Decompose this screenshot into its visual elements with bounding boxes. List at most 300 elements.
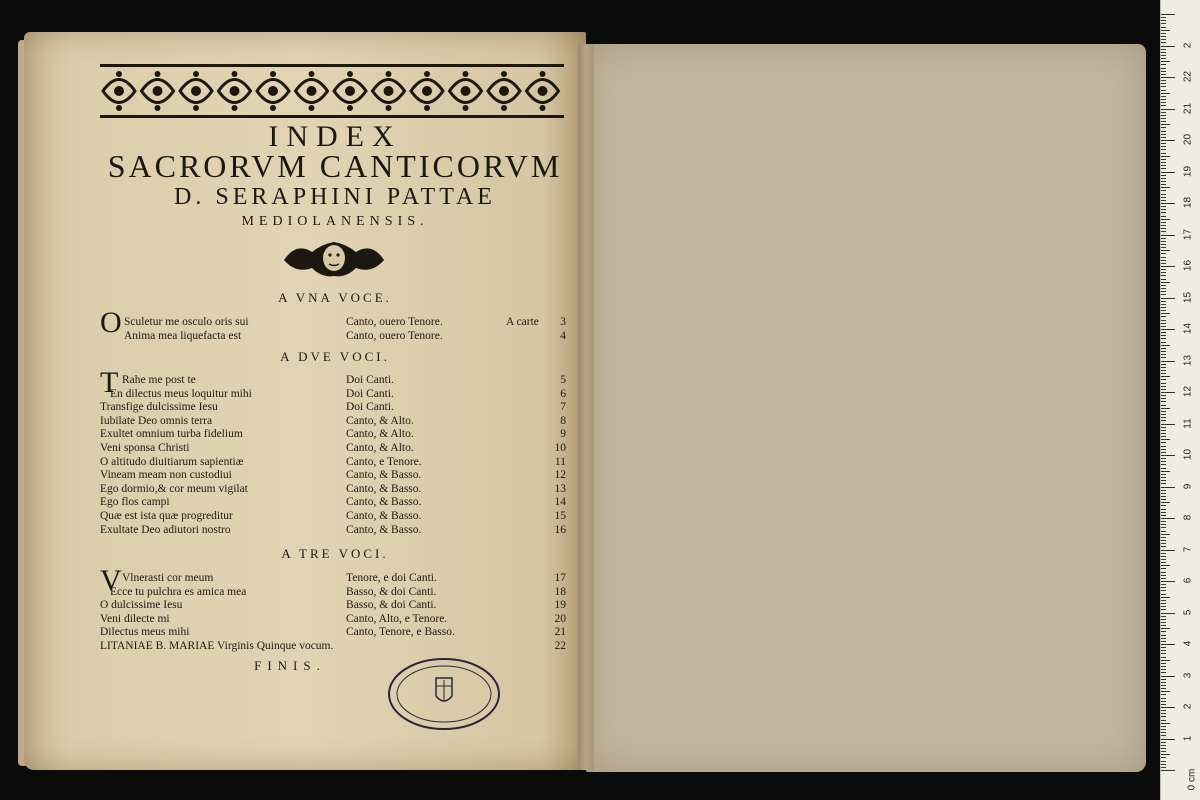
ruler-tick [1161, 102, 1166, 103]
list-item: Sculetur me osculo oris sui Canto, ouero Tenore. A carte 3 [124, 316, 566, 328]
ruler-tick [1161, 39, 1166, 40]
ruler-tick [1161, 127, 1166, 128]
ruler-tick [1161, 250, 1170, 251]
ruler-tick [1161, 657, 1166, 658]
ruler-tick [1161, 134, 1166, 135]
title-line-city: MEDIOLANENSIS. [241, 214, 429, 229]
ruler-tick [1161, 550, 1175, 551]
list-item: O dulcissime Iesu Basso, & doi Canti. 19 [100, 599, 566, 612]
ruler-tick [1161, 401, 1166, 402]
ruler-tick [1161, 578, 1166, 579]
ornament-motif [180, 71, 212, 111]
list-item: Exultet omnium turba fidelium Canto, & Alto. 9 [100, 428, 566, 441]
ruler-tick [1161, 635, 1166, 636]
ruler-number: 4 [1182, 640, 1194, 647]
ruler-tick [1161, 732, 1166, 733]
list-item: Ecce tu pulchra es amica mea Basso, & doi Canti. 18 [110, 585, 566, 598]
ruler-tick [1161, 518, 1175, 519]
ruler-tick [1161, 701, 1166, 702]
ruler-tick [1161, 342, 1166, 343]
ruler-tick [1161, 361, 1175, 362]
finis-text: FINIS. [254, 658, 326, 673]
ruler-tick [1161, 427, 1166, 428]
ruler-tick [1161, 291, 1166, 292]
ruler-tick [1161, 556, 1166, 557]
ornament-motif [411, 71, 443, 111]
ruler-tick [1161, 572, 1166, 573]
ruler-tick [1161, 222, 1166, 223]
ruler-tick [1161, 304, 1166, 305]
ruler-tick [1161, 720, 1166, 721]
ornament-motif [296, 71, 328, 111]
ruler-tick [1161, 332, 1166, 333]
ruler-tick [1161, 209, 1166, 210]
ruler-tick [1161, 14, 1175, 15]
ruler-tick [1161, 228, 1166, 229]
ruler-tick [1161, 493, 1166, 494]
ruler-tick [1161, 436, 1166, 437]
ruler-tick [1161, 449, 1166, 450]
ruler-tick [1161, 483, 1166, 484]
ruler-tick [1161, 505, 1166, 506]
ruler-tick [1161, 531, 1166, 532]
ruler-tick [1161, 241, 1166, 242]
ruler-tick [1161, 184, 1166, 185]
ruler-tick [1161, 742, 1166, 743]
ruler-tick [1161, 471, 1170, 472]
ruler-number: 8 [1182, 514, 1194, 521]
ornament-motif [450, 71, 482, 111]
ruler-number: 2 [1182, 703, 1194, 710]
ruler-tick [1161, 641, 1166, 642]
ruler-tick [1161, 96, 1166, 97]
ruler-unit-label: 0 cm [1186, 768, 1198, 791]
list-item: Quæ est ista quæ progreditur Canto, & Basso. 15 [100, 510, 566, 522]
ruler-number: 6 [1182, 577, 1194, 584]
ruler-tick [1161, 156, 1170, 157]
ruler-number: 3 [1182, 672, 1194, 678]
ruler-tick [1161, 68, 1166, 69]
mask-ornament [282, 238, 386, 280]
ruler-tick [1161, 272, 1166, 273]
ruler-tick [1161, 320, 1166, 321]
ruler-tick [1161, 606, 1166, 607]
ruler-tick [1161, 181, 1166, 182]
ruler-tick [1161, 370, 1166, 371]
ruler-tick [1161, 524, 1166, 525]
ornament-motif [219, 71, 251, 111]
list-item: Ego dormio,& cor meum vigilat Canto, & Basso. 13 [100, 482, 566, 495]
title-line-index: INDEX [268, 120, 402, 153]
ruler-tick [1161, 464, 1166, 465]
ruler-tick [1161, 600, 1166, 601]
ruler-tick [1161, 345, 1170, 346]
ruler-tick [1161, 153, 1166, 154]
ruler-tick [1161, 354, 1166, 355]
title-line-author: D. SERAPHINI PATTAE [174, 184, 496, 210]
ruler-tick [1161, 496, 1166, 497]
ruler-tick [1161, 247, 1166, 248]
list-item: LITANIAE B. MARIAE Virginis Quinque vocum. 22 [100, 640, 566, 652]
ornament-motif [373, 71, 405, 111]
ruler-tick [1161, 698, 1166, 699]
list-item: Veni sponsa Christi Canto, & Alto. 10 [100, 442, 566, 454]
ruler-tick [1161, 219, 1170, 220]
ruler-tick [1161, 159, 1166, 160]
ruler-tick [1161, 439, 1170, 440]
ruler-tick [1161, 424, 1175, 425]
ruler-tick [1161, 58, 1166, 59]
ruler-tick [1161, 379, 1166, 380]
ruler-tick [1161, 376, 1170, 377]
ruler-tick [1161, 739, 1175, 740]
ruler-tick [1161, 175, 1166, 176]
ruler-tick [1161, 329, 1175, 330]
ruler-tick [1161, 83, 1166, 84]
ruler-tick [1161, 710, 1166, 711]
ruler-tick [1161, 713, 1166, 714]
ruler-number: 22 [1182, 70, 1194, 83]
ruler-tick [1161, 625, 1166, 626]
ruler-tick [1161, 458, 1166, 459]
list-item: En dilectus meus loquitur mihi Doi Canti. 6 [110, 387, 566, 400]
ruler-tick [1161, 594, 1166, 595]
list-item: Vineam meam non custodiui Canto, & Basso. 12 [100, 469, 566, 482]
ruler-tick [1161, 502, 1170, 503]
ruler-tick [1161, 310, 1166, 311]
ruler-tick [1161, 575, 1166, 576]
ruler-tick [1161, 275, 1166, 276]
ornament-motif [142, 71, 174, 111]
list-item: O altitudo diuitiarum sapientiæ Canto, e Tenore. 11 [100, 455, 566, 468]
ruler-tick [1161, 383, 1166, 384]
ruler-tick [1161, 672, 1166, 673]
ruler-tick [1161, 23, 1166, 24]
ruler-tick [1161, 282, 1170, 283]
ruler-tick [1161, 509, 1166, 510]
ruler-tick [1161, 515, 1166, 516]
ruler-tick [1161, 316, 1166, 317]
ruler-tick [1161, 546, 1166, 547]
ruler-tick [1161, 628, 1170, 629]
ruler-tick [1161, 298, 1175, 299]
ruler-tick [1161, 754, 1170, 755]
ruler-tick [1161, 194, 1166, 195]
library-stamp [386, 656, 502, 732]
ruler-tick [1161, 112, 1166, 113]
ruler-tick [1161, 616, 1166, 617]
ruler-tick [1161, 137, 1166, 138]
ruler-tick [1161, 77, 1175, 78]
ruler-tick [1161, 420, 1166, 421]
ruler-tick [1161, 414, 1166, 415]
ruler-number: 2 [1182, 42, 1194, 48]
ruler-tick [1161, 200, 1166, 201]
ruler-tick [1161, 178, 1166, 179]
ruler-tick [1161, 313, 1170, 314]
ruler-tick [1161, 650, 1166, 651]
ruler-tick [1161, 326, 1166, 327]
ruler-tick [1161, 537, 1166, 538]
ruler-tick [1161, 660, 1170, 661]
ruler-tick [1161, 716, 1166, 717]
ruler-tick [1161, 638, 1166, 639]
ruler-tick [1161, 140, 1175, 141]
ruler-tick [1161, 364, 1166, 365]
ruler-tick [1161, 118, 1166, 119]
ruler-tick [1161, 335, 1166, 336]
ornament-motif [257, 71, 289, 111]
ruler-tick [1161, 269, 1166, 270]
ruler-tick [1161, 613, 1175, 614]
section-heading-una-voce: A VNA VOCE. [278, 290, 392, 305]
ruler-tick [1161, 263, 1166, 264]
measurement-ruler [1160, 0, 1200, 800]
ruler-tick [1161, 653, 1166, 654]
ruler-tick [1161, 647, 1166, 648]
ruler-tick [1161, 559, 1166, 560]
ruler-tick [1161, 663, 1166, 664]
right-page-blank [586, 44, 1146, 772]
ruler-tick [1161, 534, 1170, 535]
ruler-tick [1161, 149, 1166, 150]
list-item: Ego flos campi Canto, & Basso. 14 [100, 496, 566, 509]
ruler-tick [1161, 770, 1175, 771]
ruler-tick [1161, 143, 1166, 144]
ruler-tick [1161, 723, 1170, 724]
ornament-motif [103, 71, 135, 111]
ruler-tick [1161, 568, 1166, 569]
ruler-number: 19 [1182, 165, 1194, 177]
ruler-tick [1161, 590, 1166, 591]
ruler-number: 13 [1182, 354, 1194, 366]
list-item: Transfige dulcissime Iesu Doi Canti. 7 [100, 401, 566, 414]
ornament-motif [527, 71, 559, 111]
ruler-tick [1161, 30, 1170, 31]
ruler-tick [1161, 212, 1166, 213]
ruler-tick [1161, 80, 1166, 81]
ruler-tick [1161, 301, 1166, 302]
ruler-tick [1161, 52, 1166, 53]
ruler-tick [1161, 474, 1166, 475]
ruler-tick [1161, 165, 1166, 166]
ruler-tick [1161, 168, 1166, 169]
section-heading-tre-voci: A TRE VOCI. [281, 546, 389, 561]
ruler-tick [1161, 373, 1166, 374]
ruler-tick [1161, 99, 1166, 100]
ruler-tick [1161, 279, 1166, 280]
ruler-tick [1161, 644, 1175, 645]
ruler-tick [1161, 622, 1166, 623]
ruler-number: 14 [1182, 322, 1194, 335]
ruler-tick [1161, 691, 1170, 692]
ruler-tick [1161, 64, 1166, 65]
ruler-tick [1161, 55, 1166, 56]
ruler-tick [1161, 357, 1166, 358]
book-gutter [578, 44, 594, 770]
ruler-tick [1161, 553, 1166, 554]
ruler-tick [1161, 389, 1166, 390]
ruler-tick [1161, 131, 1166, 132]
ruler-tick [1161, 93, 1170, 94]
ruler-tick [1161, 757, 1166, 758]
ruler-tick [1161, 203, 1175, 204]
ruler-tick [1161, 587, 1166, 588]
dropcap-o: O [100, 306, 122, 339]
ruler-tick [1161, 190, 1166, 191]
ruler-tick [1161, 197, 1166, 198]
ruler-tick [1161, 46, 1175, 47]
ruler-tick [1161, 442, 1166, 443]
ruler-tick [1161, 351, 1166, 352]
ruler-number: 20 [1182, 133, 1194, 146]
ruler-tick [1161, 187, 1170, 188]
ruler-tick [1161, 543, 1166, 544]
ornament-motif [488, 71, 520, 111]
ruler-tick [1161, 499, 1166, 500]
ruler-tick [1161, 694, 1166, 695]
ruler-number: 12 [1182, 385, 1194, 398]
ruler-tick [1161, 323, 1166, 324]
ruler-tick [1161, 521, 1166, 522]
ruler-tick [1161, 86, 1166, 87]
list-item: Dilectus meus mihi Canto, Tenore, e Basso. 21 [100, 626, 566, 639]
ruler-tick [1161, 433, 1166, 434]
ruler-tick [1161, 707, 1175, 708]
ruler-tick [1161, 27, 1166, 28]
ruler-tick [1161, 36, 1166, 37]
ruler-tick [1161, 266, 1175, 267]
ruler-tick [1161, 455, 1175, 456]
ruler-tick [1161, 405, 1166, 406]
list-item: Anima mea liquefacta est Canto, ouero Tenore. 4 [124, 330, 566, 342]
ornament-band [100, 62, 564, 120]
ruler-tick [1161, 105, 1166, 106]
ruler-tick [1161, 124, 1170, 125]
ruler-tick [1161, 285, 1166, 286]
ruler-tick [1161, 688, 1166, 689]
ruler-tick [1161, 603, 1166, 604]
ruler-tick [1161, 619, 1166, 620]
ruler-tick [1161, 33, 1166, 34]
ruler-tick [1161, 751, 1166, 752]
ruler-tick [1161, 411, 1166, 412]
ruler-tick [1161, 669, 1166, 670]
ruler-tick [1161, 512, 1166, 513]
dropcap-t: T [100, 366, 119, 399]
ruler-tick [1161, 597, 1170, 598]
ruler-tick [1161, 17, 1166, 18]
ruler-tick [1161, 452, 1166, 453]
ruler-tick [1161, 307, 1166, 308]
list-item: Exultate Deo adiutori nostro Canto, & Basso. 16 [100, 523, 566, 536]
ruler-number: 17 [1182, 228, 1194, 240]
list-item: Iubilate Deo omnis terra Canto, & Alto. 8 [100, 414, 566, 427]
ruler-tick [1161, 679, 1166, 680]
ruler-number: 1 [1182, 735, 1194, 741]
ruler-number: 15 [1182, 291, 1194, 303]
ruler-number: 7 [1182, 546, 1194, 552]
ruler-tick [1161, 225, 1166, 226]
ruler-tick [1161, 392, 1175, 393]
ruler-tick [1161, 90, 1166, 91]
ruler-tick [1161, 735, 1166, 736]
ornament-motif [334, 71, 366, 111]
ruler-tick [1161, 20, 1166, 21]
ruler-tick [1161, 146, 1166, 147]
ruler-number: 11 [1182, 417, 1194, 429]
ruler-tick [1161, 748, 1166, 749]
ruler-tick [1161, 666, 1166, 667]
ruler-tick [1161, 61, 1170, 62]
ruler-number: 21 [1182, 102, 1194, 114]
ruler-tick [1161, 216, 1166, 217]
ruler-number: 5 [1182, 609, 1194, 615]
ruler-tick [1161, 238, 1166, 239]
section-heading-due-voci: A DVE VOCI. [280, 349, 390, 364]
ruler-tick [1161, 408, 1170, 409]
ruler-tick [1161, 487, 1175, 488]
ruler-tick [1161, 235, 1175, 236]
ruler-tick [1161, 761, 1166, 762]
ruler-tick [1161, 682, 1166, 683]
ruler-tick [1161, 676, 1175, 677]
ruler-tick [1161, 764, 1166, 765]
ruler-tick [1161, 430, 1166, 431]
ruler-tick [1161, 253, 1166, 254]
ruler-tick [1161, 121, 1166, 122]
ruler-tick [1161, 162, 1166, 163]
ruler-tick [1161, 581, 1175, 582]
ruler-tick [1161, 288, 1166, 289]
ruler-tick [1161, 685, 1166, 686]
ruler-number: 16 [1182, 259, 1194, 272]
ruler-tick [1161, 260, 1166, 261]
ruler-tick [1161, 206, 1166, 207]
ruler-tick [1161, 49, 1166, 50]
ruler-tick [1161, 540, 1166, 541]
ruler-tick [1161, 767, 1166, 768]
ruler-tick [1161, 338, 1166, 339]
list-item: Rahe me post te Doi Canti. 5 [122, 374, 566, 386]
ruler-tick [1161, 42, 1166, 43]
ruler-tick [1161, 609, 1166, 610]
ruler-tick [1161, 490, 1166, 491]
ruler-tick [1161, 480, 1166, 481]
ruler-tick [1161, 367, 1166, 368]
ruler-tick [1161, 109, 1175, 110]
list-item: Veni dilecte mi Canto, Alto, e Tenore. 20 [100, 612, 566, 625]
ruler-tick [1161, 398, 1166, 399]
ruler-tick [1161, 726, 1166, 727]
dropcap-v: V [100, 564, 122, 597]
ruler-tick [1161, 745, 1166, 746]
ruler-tick [1161, 446, 1166, 447]
ruler-tick [1161, 729, 1166, 730]
ruler-tick [1161, 461, 1166, 462]
ruler-tick [1161, 257, 1166, 258]
ruler-tick [1161, 115, 1166, 116]
ruler-tick [1161, 71, 1166, 72]
ruler-number: 18 [1182, 196, 1194, 209]
ruler-tick [1161, 417, 1166, 418]
ruler-tick [1161, 348, 1166, 349]
list-item: Vlnerasti cor meum Tenore, e doi Canti. 17 [122, 572, 566, 584]
ruler-number: 9 [1182, 483, 1194, 489]
ruler-tick [1161, 74, 1166, 75]
ruler-tick [1161, 231, 1166, 232]
ruler-tick [1161, 386, 1166, 387]
